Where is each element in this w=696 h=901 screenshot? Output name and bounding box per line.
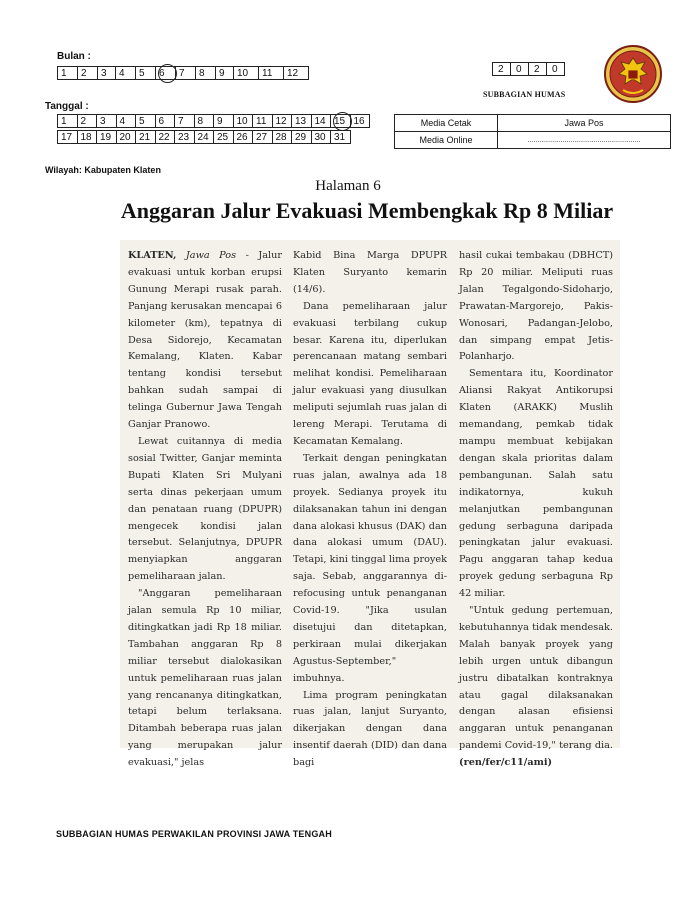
date-cell-label: 31: [334, 132, 346, 143]
month-cell-8: [196, 66, 216, 80]
date-cell-5: [136, 114, 156, 128]
date-cell-label: 5: [139, 116, 145, 127]
date-cell-label: 29: [295, 132, 307, 143]
dateline: KLATEN,: [128, 250, 177, 261]
date-cell-7: [175, 114, 195, 128]
date-cell-label: 20: [119, 132, 131, 143]
month-cell-11: [259, 66, 284, 80]
date-cell-15: [331, 114, 351, 128]
paragraph: Lima program peningkatan ruas jalan, lanjut Suryanto, dikerjakan dengan dana insentif daerah (DID) dan dana bagi: [293, 689, 447, 769]
paragraph-text: "Untuk gedung pertemuan, kebutuhannya tidak mendesak. Malah banyak proyek yang lebih urgen untuk dibangun justru dibatalkan kontraknya atau gagal dilaksanakan dengan alasan efisiensi anggaran untuk penanganan pandemi Covid-19," terang dia.: [459, 605, 613, 752]
date-cell-17: [58, 130, 78, 144]
date-cell-27: [253, 130, 273, 144]
date-cell-label: 14: [314, 116, 326, 127]
credit: (ren/fer/c11/ami): [459, 757, 553, 769]
month-cell-2: [78, 66, 98, 80]
date-cell-label: 19: [100, 132, 112, 143]
date-cell-4: [117, 114, 137, 128]
media-cetak-label: Media Cetak: [395, 115, 498, 132]
newspaper-clipping: [120, 240, 620, 769]
paragraph: [128, 248, 282, 434]
month-cell-label: 7: [179, 68, 185, 79]
month-cell-10: [234, 66, 259, 80]
date-cell-10: [234, 114, 254, 128]
paragraph: "Anggaran pemeliharaan jalan semula Rp 10 miliar, ditingkatkan jadi Rp 18 miliar. Tambahan anggaran Rp 8 miliar tersebut dialokasikan untuk pemeliharaan ruas jalan yang rencananya ditingkatkan, tetapi belum terlaksana. Ditambah beberapa ruas jalan yang merupakan jalur evakuasi," jelas: [128, 588, 282, 769]
year-digit-label: 0: [516, 64, 522, 75]
footer: SUBBAGIAN HUMAS PERWAKILAN PROVINSI JAWA TENGAH: [56, 829, 332, 839]
date-cell-24: [195, 130, 215, 144]
date-cell-30: [312, 130, 332, 144]
date-cell-25: [214, 130, 234, 144]
headline: Anggaran Jalur Evakuasi Membengkak Rp 8 Miliar: [120, 198, 614, 223]
date-strip-2: [57, 130, 351, 144]
paragraph: [459, 603, 613, 772]
date-cell-1: [58, 114, 78, 128]
date-cell-26: [234, 130, 254, 144]
month-cell-label: 6: [159, 68, 165, 79]
year-digit-label: 0: [552, 64, 558, 75]
page-number: Halaman 6: [315, 178, 381, 194]
month-cell-label: 4: [119, 68, 125, 79]
date-cell-9: [214, 114, 234, 128]
month-cell-label: 3: [101, 68, 107, 79]
date-cell-28: [273, 130, 293, 144]
date-cell-label: 26: [236, 132, 248, 143]
month-cell-5: [136, 66, 156, 80]
date-cell-23: [175, 130, 195, 144]
year-digit-label: 2: [534, 64, 540, 75]
year-digit-2: [493, 62, 511, 76]
bulan-label: Bulan :: [57, 51, 91, 62]
date-cell-6: [156, 114, 176, 128]
date-cell-14: [312, 114, 332, 128]
date-cell-label: 22: [158, 132, 170, 143]
date-cell-12: [273, 114, 293, 128]
month-cell-7: [176, 66, 196, 80]
date-cell-label: 21: [139, 132, 151, 143]
article-column-1: [128, 248, 282, 772]
media-cetak-row: [395, 115, 671, 132]
paragraph: Sementara itu, Koordinator Aliansi Rakyat Antikorupsi Klaten (ARAKK) Muslih memandang, pemkab tidak mampu membuat kebijakan dengan skala prioritas dalam pembangunan. Salah satu indikatornya, kukuh melanjutkan pembangunan gedung serbaguna daripada peningkatan jalur evakuasi. Pagu anggaran tahap kedua proyek gedung serbaguna Rp 42 miliar.: [459, 368, 613, 600]
date-cell-2: [78, 114, 98, 128]
date-cell-label: 28: [275, 132, 287, 143]
date-cell-label: 18: [80, 132, 92, 143]
month-cell-9: [216, 66, 234, 80]
date-cell-19: [97, 130, 117, 144]
paragraph-text: - Jalur evakuasi untuk korban erupsi Gunung Merapi rusak parah. Panjang kerusakan mencapai 6 kilometer (km), tepatnya di Desa Sidorejo, Kecamatan Kemalang, Klaten. Kabar tentang kondisi tersebut bahkan sudah sampai di telinga Gubernur Jawa Tengah Ganjar Pranowo.: [128, 250, 282, 431]
date-cell-label: 4: [119, 116, 126, 127]
paragraph: hasil cukai tembakau (DBHCT) Rp 20 miliar. Meliputi ruas Jalan Tegalgondo-Sidoharjo, Prawatan-Margorejo, Pakis-Wonosari, Padangan-Jelobo, dan simpang empat Jetis-Polanharjo.: [459, 250, 613, 363]
date-strip-1: [57, 114, 370, 128]
year-digit-0: [547, 62, 565, 76]
date-cell-label: 23: [178, 132, 190, 143]
date-cell-31: [331, 130, 351, 144]
month-cell-label: 9: [219, 68, 225, 79]
month-cell-3: [98, 66, 116, 80]
article-column-2: [293, 248, 447, 772]
date-cell-label: 16: [353, 116, 365, 127]
date-cell-label: 9: [217, 116, 223, 127]
tanggal-label: Tanggal :: [45, 101, 89, 112]
date-cell-label: 15: [334, 116, 346, 127]
media-online-value: ..........................................................: [498, 132, 671, 149]
date-cell-18: [78, 130, 98, 144]
date-cell-label: 8: [197, 116, 204, 127]
month-cell-4: [116, 66, 136, 80]
date-cell-3: [97, 114, 117, 128]
source: Jawa Pos: [185, 250, 237, 261]
date-cell-11: [253, 114, 273, 128]
paragraph: Terkait dengan peningkatan ruas jalan, awalnya ada 18 proyek. Sedianya proyek itu dilaksanakan tahun ini dengan dana alokasi khusus (DAK) dan dana alokasi umum (DAU). Tetapi, kini tinggal lima proyek saja. Sebab, anggarannya di-refocusing untuk penanganan Covid-19. "Jika usulan disetujui dan ditetapkan, perkiraan mulai dikerjakan Agustus-September," imbuhnya.: [293, 452, 447, 684]
date-cell-label: 10: [236, 116, 248, 127]
date-cell-label: 6: [158, 116, 165, 127]
year-digit-label: 2: [498, 64, 504, 75]
media-online-label: Media Online: [395, 132, 498, 149]
date-cell-label: 17: [61, 132, 73, 143]
year-digit-0: [511, 62, 529, 76]
date-cell-13: [292, 114, 312, 128]
date-cell-label: 30: [314, 132, 326, 143]
date-cell-label: 2: [80, 116, 87, 127]
month-cell-label: 1: [61, 68, 67, 79]
month-cell-12: [284, 66, 309, 80]
date-cell-21: [136, 130, 156, 144]
date-cell-label: 3: [100, 116, 106, 127]
paragraph: Dana pemeliharaan jalur evakuasi terbilang cukup besar. Karena itu, diperlukan perencanaan matang sembari melihat kondisi. Pemeliharaan jalur evakuasi yang diusulkan meliputi sejumlah ruas jalan di lereng Merapi. Terutama di Kecamatan Kemalang.: [293, 300, 447, 447]
date-cell-label: 12: [275, 116, 287, 127]
date-cell-label: 11: [256, 116, 267, 127]
office-label: SUBBAGIAN HUMAS: [483, 90, 566, 99]
month-cell-label: 10: [237, 68, 249, 79]
month-cell-label: 12: [287, 68, 299, 79]
month-cell-1: [58, 66, 78, 80]
date-cell-label: 1: [61, 116, 67, 127]
month-cell-label: 8: [199, 68, 205, 79]
article-column-3: [459, 248, 613, 772]
media-cetak-value: Jawa Pos: [498, 115, 671, 132]
date-cell-label: 25: [217, 132, 229, 143]
paragraph: Kabid Bina Marga DPUPR Klaten Suryanto kemarin (14/6).: [293, 250, 447, 295]
date-cell-label: 13: [295, 116, 307, 127]
date-cell-22: [156, 130, 176, 144]
year-box: [492, 62, 565, 76]
date-cell-16: [351, 114, 371, 128]
year-digit-2: [529, 62, 547, 76]
month-cell-6: [156, 66, 176, 80]
month-strip: [57, 66, 309, 80]
paragraph: Lewat cuitannya di media sosial Twitter, Ganjar meminta Bupati Klaten Sri Mulyani serta dinas pekerjaan umum dan penataan ruang (DPUPR) mengecek kondisi jalan tersebut. Selanjutnya, DPUPR menyiapkan anggaran pemeliharaan jalan.: [128, 435, 282, 583]
garuda-emblem-icon: [603, 44, 663, 104]
media-online-row: [395, 132, 671, 149]
wilayah-label: Wilayah: Kabupaten Klaten: [45, 165, 161, 175]
month-cell-label: 5: [139, 68, 145, 79]
date-cell-label: 27: [256, 132, 268, 143]
date-cell-8: [195, 114, 215, 128]
month-cell-label: 2: [81, 68, 87, 79]
date-cell-label: 7: [178, 116, 184, 127]
date-cell-label: 24: [197, 132, 209, 143]
date-cell-29: [292, 130, 312, 144]
month-cell-label: 11: [262, 68, 273, 79]
date-cell-20: [117, 130, 137, 144]
media-table: [394, 114, 671, 149]
